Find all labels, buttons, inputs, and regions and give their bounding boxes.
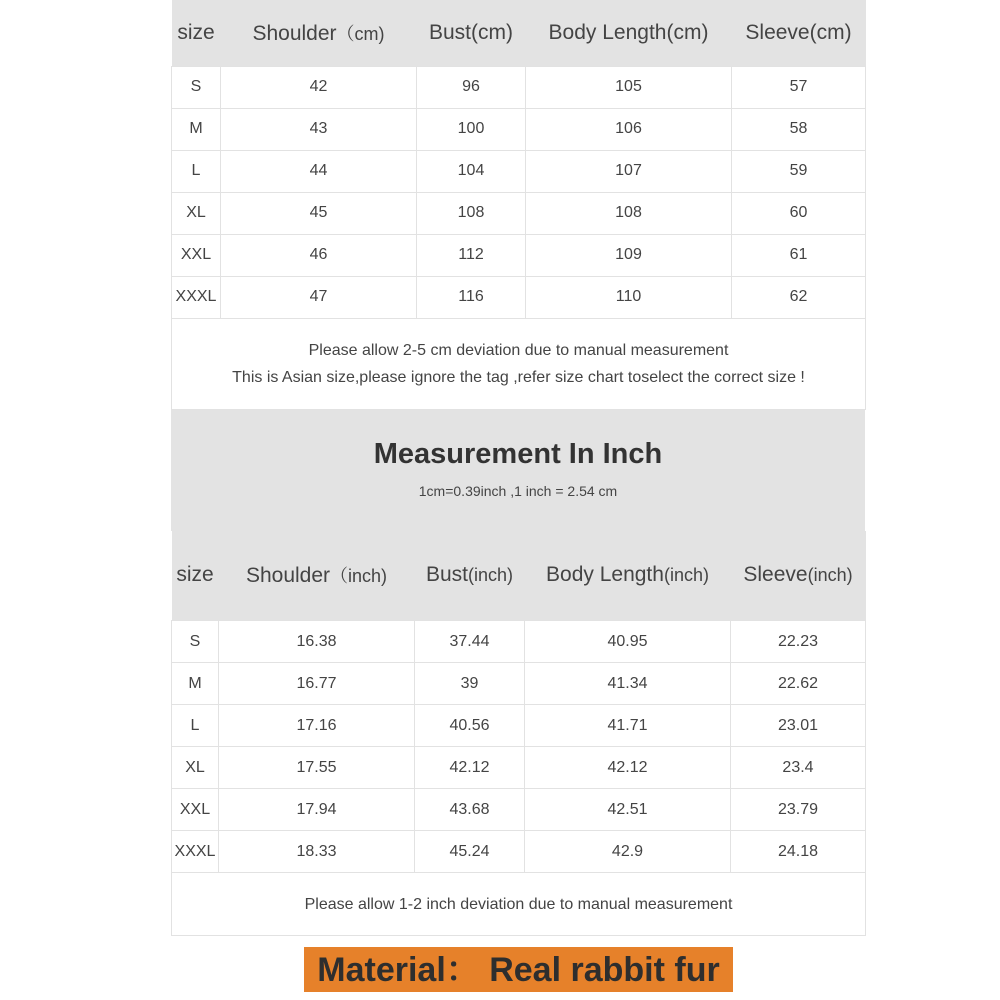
table-row (172, 108, 866, 150)
table-row (172, 789, 866, 831)
body-length-cell: 40.95 (525, 621, 731, 663)
cm-size-table (171, 0, 866, 410)
table-row (172, 150, 866, 192)
header-size: size (177, 20, 215, 44)
header-size: size (176, 563, 214, 587)
table-row (172, 705, 866, 747)
header-bust: Bust(cm) (429, 20, 513, 44)
bust-cell: 100 (417, 108, 526, 150)
bust-cell: 108 (417, 192, 526, 234)
body-length-cell: 110 (526, 276, 732, 318)
size-chart (171, 0, 865, 936)
size-cell: XL (172, 747, 219, 789)
size-cell: XXL (172, 789, 219, 831)
body-length-cell: 42.9 (525, 831, 731, 873)
shoulder-cell: 45 (221, 192, 417, 234)
sleeve-cell: 23.4 (731, 747, 866, 789)
table-row (172, 66, 866, 108)
sleeve-cell: 58 (732, 108, 866, 150)
header-sleeve: Sleeve(cm) (745, 20, 852, 44)
bust-cell: 96 (417, 66, 526, 108)
shoulder-cell: 47 (221, 276, 417, 318)
size-cell: M (172, 663, 219, 705)
sleeve-cell: 23.01 (731, 705, 866, 747)
conversion-note: 1cm=0.39inch ,1 inch = 2.54 cm (418, 482, 618, 499)
table-row (172, 192, 866, 234)
inch-notes-row (172, 873, 866, 936)
cm-notes (172, 318, 866, 409)
inch-header-row (172, 531, 866, 621)
bust-cell: 37.44 (415, 621, 525, 663)
asian-size-note: This is Asian size,please ignore the tag ,refer size chart toselect the correct size ! (232, 368, 805, 386)
body-length-cell: 105 (526, 66, 732, 108)
bust-cell: 40.56 (415, 705, 525, 747)
inch-size-table (171, 531, 866, 937)
header-body-length: Body Length(inch) (546, 563, 709, 587)
inch-section-title: Measurement In Inch (373, 437, 663, 470)
sleeve-cell: 22.62 (731, 663, 866, 705)
inch-deviation-note: Please allow 1-2 inch deviation due to manual measurement (172, 873, 866, 936)
shoulder-cell: 16.38 (219, 621, 415, 663)
shoulder-cell: 17.94 (219, 789, 415, 831)
inch-section-banner (171, 410, 865, 531)
material-banner: Material： Real rabbit fur (304, 947, 733, 992)
sleeve-cell: 60 (732, 192, 866, 234)
bust-cell: 104 (417, 150, 526, 192)
shoulder-cell: 43 (221, 108, 417, 150)
bust-cell: 43.68 (415, 789, 525, 831)
header-body-length: Body Length(cm) (548, 20, 709, 44)
bust-cell: 112 (417, 234, 526, 276)
bust-cell: 116 (417, 276, 526, 318)
size-cell: M (172, 108, 221, 150)
table-row (172, 663, 866, 705)
shoulder-cell: 44 (221, 150, 417, 192)
size-cell: XL (172, 192, 221, 234)
sleeve-cell: 59 (732, 150, 866, 192)
shoulder-cell: 42 (221, 66, 417, 108)
size-cell: L (172, 705, 219, 747)
body-length-cell: 41.34 (525, 663, 731, 705)
body-length-cell: 108 (526, 192, 732, 234)
sleeve-cell: 24.18 (731, 831, 866, 873)
table-row (172, 831, 866, 873)
shoulder-cell: 46 (221, 234, 417, 276)
bust-cell: 42.12 (415, 747, 525, 789)
sleeve-cell: 23.79 (731, 789, 866, 831)
sleeve-cell: 57 (732, 66, 866, 108)
header-sleeve: Sleeve(inch) (743, 563, 853, 587)
table-row (172, 234, 866, 276)
bust-cell: 45.24 (415, 831, 525, 873)
cm-header-row (172, 0, 866, 66)
body-length-cell: 107 (526, 150, 732, 192)
header-shoulder: Shoulder（inch) (245, 564, 388, 588)
shoulder-cell: 17.16 (219, 705, 415, 747)
body-length-cell: 42.12 (525, 747, 731, 789)
size-cell: L (172, 150, 221, 192)
size-cell: XXL (172, 234, 221, 276)
sleeve-cell: 22.23 (731, 621, 866, 663)
shoulder-cell: 18.33 (219, 831, 415, 873)
body-length-cell: 106 (526, 108, 732, 150)
header-bust: Bust(inch) (425, 563, 514, 587)
bust-cell: 39 (415, 663, 525, 705)
size-cell: S (172, 66, 221, 108)
table-row (172, 747, 866, 789)
body-length-cell: 42.51 (525, 789, 731, 831)
table-row (172, 621, 866, 663)
shoulder-cell: 16.77 (219, 663, 415, 705)
header-shoulder: Shoulder（cm) (252, 21, 385, 45)
size-cell: XXXL (172, 831, 219, 873)
cm-notes-row (172, 318, 866, 409)
shoulder-cell: 17.55 (219, 747, 415, 789)
sleeve-cell: 61 (732, 234, 866, 276)
table-row (172, 276, 866, 318)
body-length-cell: 41.71 (525, 705, 731, 747)
body-length-cell: 109 (526, 234, 732, 276)
size-cell: XXXL (172, 276, 221, 318)
sleeve-cell: 62 (732, 276, 866, 318)
deviation-note: Please allow 2-5 cm deviation due to manual measurement (308, 341, 729, 359)
size-cell: S (172, 621, 219, 663)
